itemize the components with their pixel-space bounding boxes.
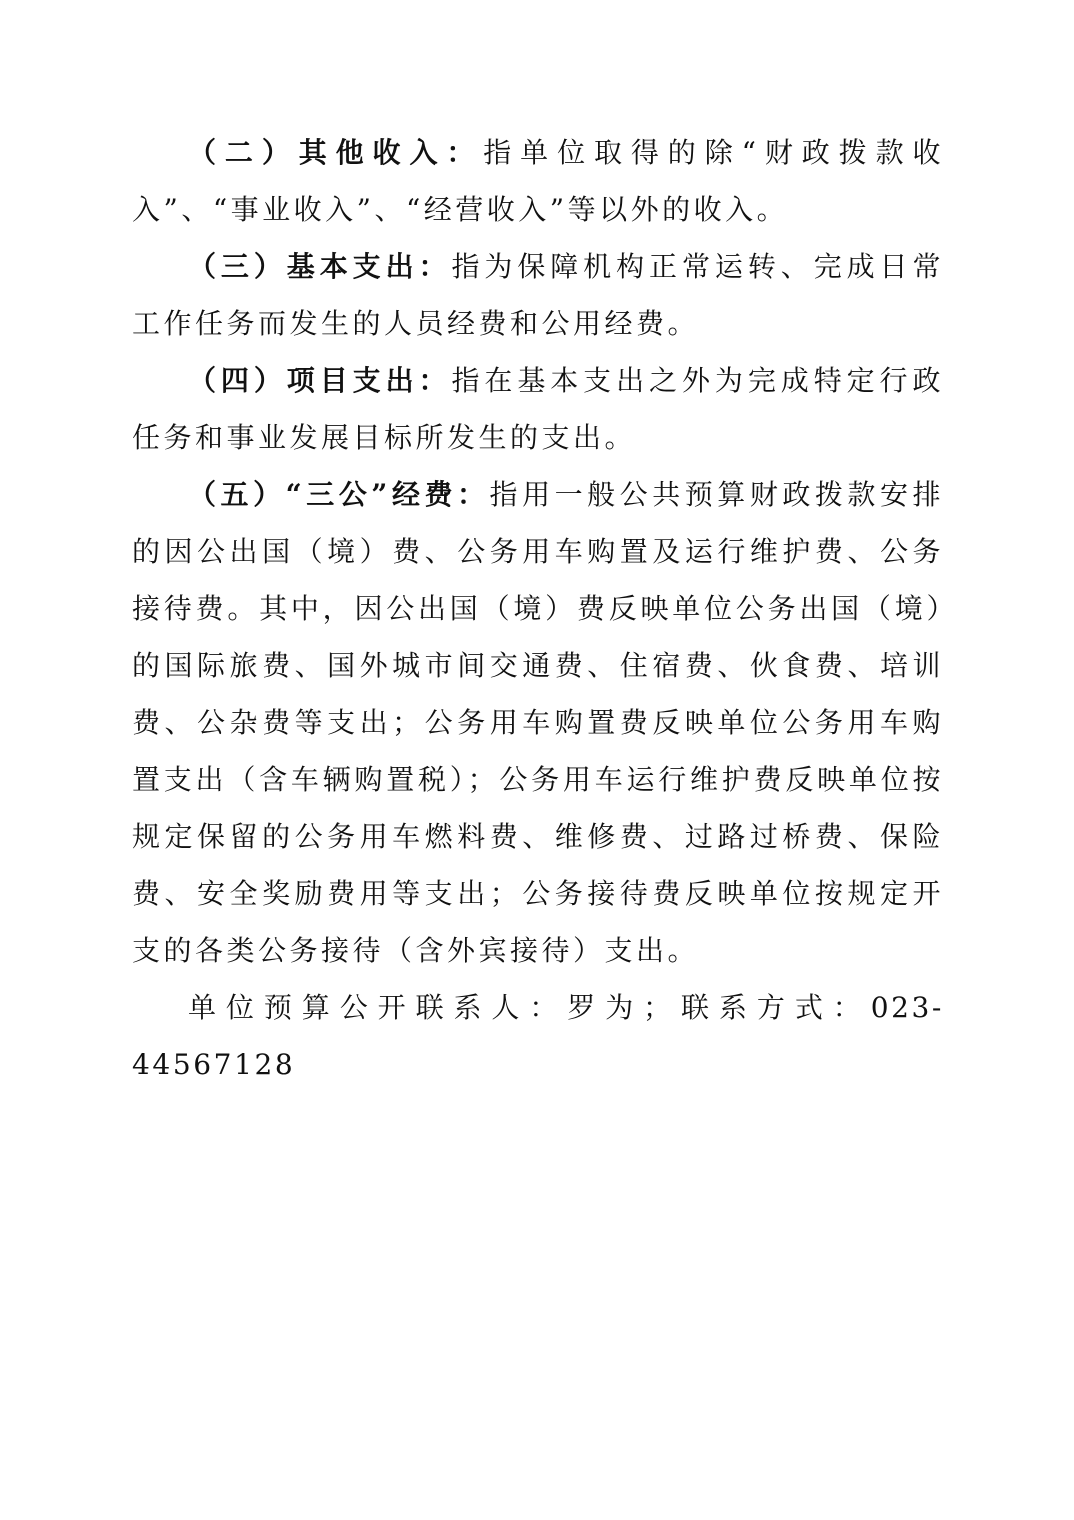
paragraph-three-public-expenses: [132, 466, 944, 979]
contact-line: 单位预算公开联系人：罗为；联系方式：023-44567128: [132, 991, 944, 1081]
term-three-public-expenses: （五）“三公”经费：: [188, 478, 490, 511]
paragraph-basic-expenditure: [132, 238, 944, 352]
term-basic-expenditure: （三）基本支出：: [188, 250, 452, 283]
paragraph-other-income: [132, 124, 944, 238]
definition-basic-expenditure: 指为保障机构正常运转、完成日常工作任务而发生的人员经费和公用经费。: [132, 250, 944, 340]
definition-other-income: 指单位取得的除“财政拨款收入”、“事业收入”、“经营收入”等以外的收入。: [132, 136, 944, 226]
document-body: [132, 124, 944, 1093]
term-other-income: （二）其他收入：: [188, 136, 484, 169]
definition-project-expenditure: 指在基本支出之外为完成特定行政任务和事业发展目标所发生的支出。: [132, 364, 944, 454]
paragraph-project-expenditure: [132, 352, 944, 466]
term-project-expenditure: （四）项目支出：: [188, 364, 452, 397]
definition-three-public-expenses: 指用一般公共预算财政拨款安排的因公出国（境）费、公务用车购置及运行维护费、公务接待费。其中，因公出国（境）费反映单位公务出国（境）的国际旅费、国外城市间交通费、住宿费、伙食费、培训费、公杂费等支出；公务用车购置费反映单位公务用车购置支出（含车辆购置税）；公务用车运行维护费反映单位按规定保留的公务用车燃料费、维修费、过路过桥费、保险费、安全奖励费用等支出；公务接待费反映单位按规定开支的各类公务接待（含外宾接待）支出。: [132, 478, 944, 967]
